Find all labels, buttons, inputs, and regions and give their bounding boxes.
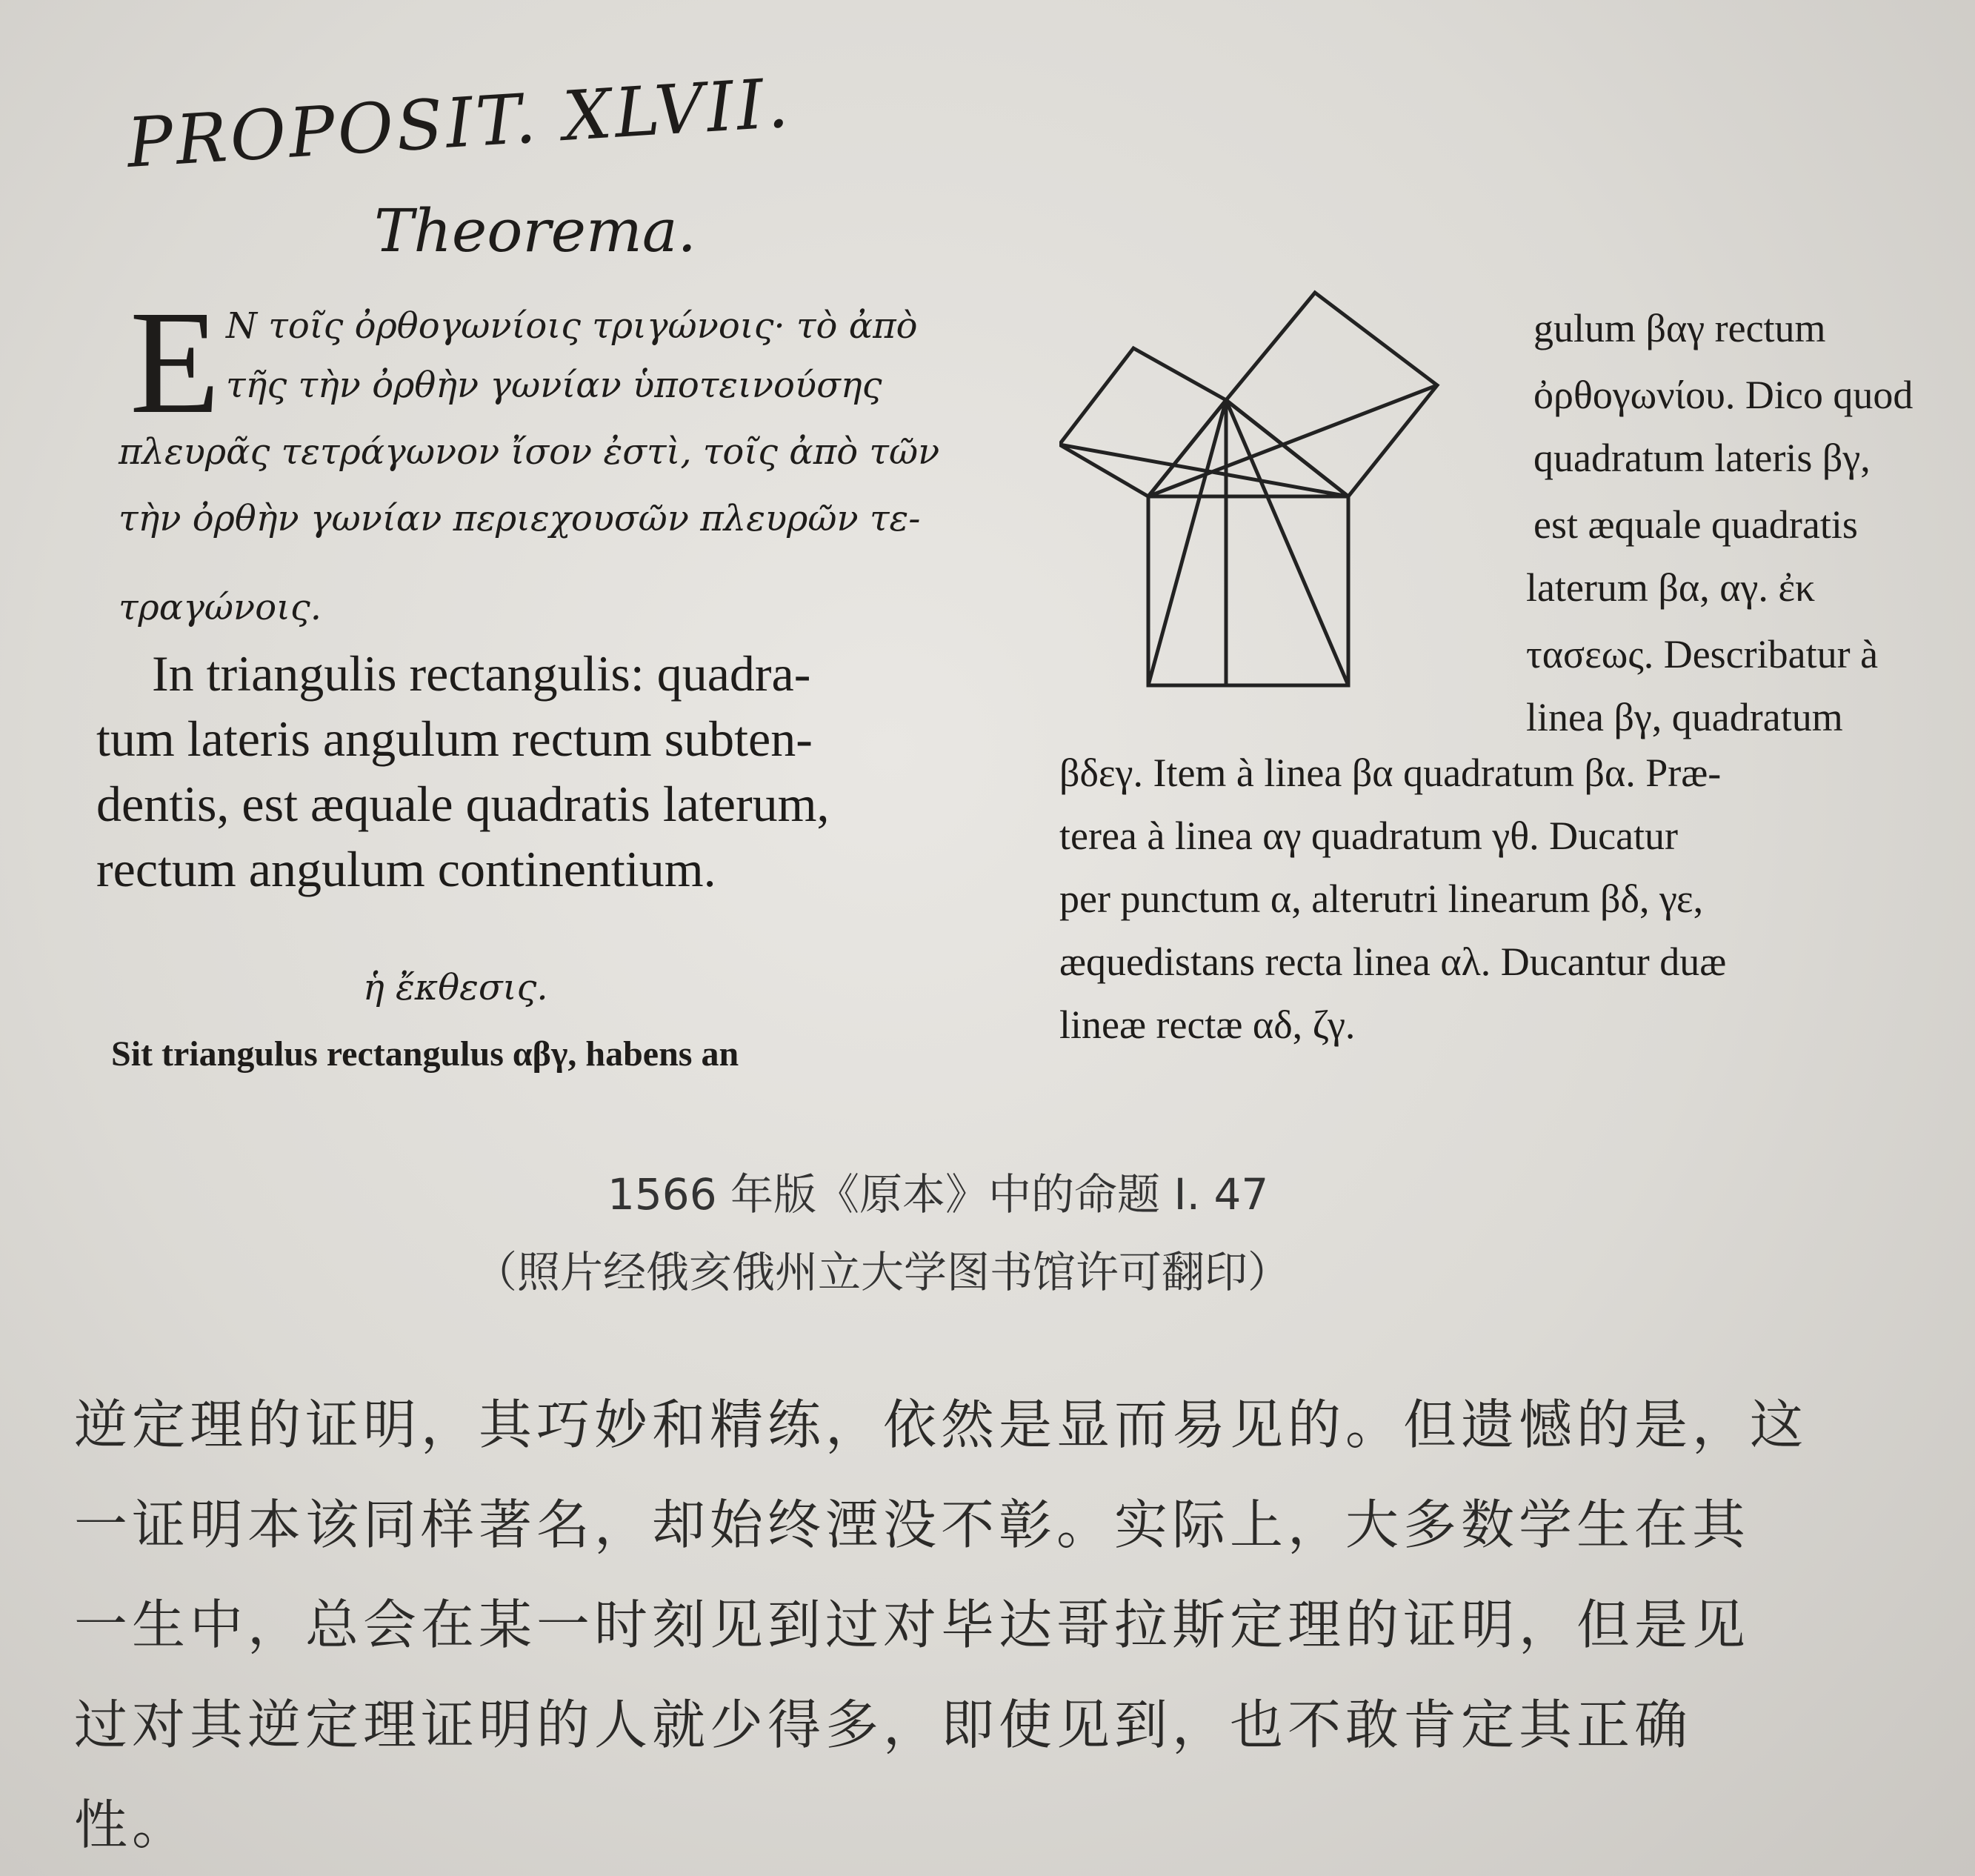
- latin-line: In triangulis rectangulis: quadra-: [152, 645, 811, 702]
- proposition-subtitle: Theorema.: [374, 196, 696, 265]
- body-line: 一证明本该同样著名，却始终湮没不彰。实际上，大多数学生在其: [74, 1494, 1751, 1556]
- right-line: æquedistans recta linea αλ. Ducantur duæ: [1059, 939, 1727, 984]
- greek-line: πλευρᾶς τετράγωνον ἴσον ἐστὶ, τοῖς ἀπὸ τῶν: [119, 431, 940, 473]
- pythagorean-figure: [1059, 289, 1474, 704]
- right-line: linea βγ, quadratum: [1526, 695, 1843, 739]
- right-line: quadratum lateris βγ,: [1533, 436, 1871, 480]
- body-line: 过对其逆定理证明的人就少得多，即使见到，也不敢肯定其正确: [74, 1694, 1693, 1756]
- right-line: laterum βα, αγ. ἐκ: [1526, 565, 1816, 610]
- greek-line: τῆς τὴν ὀρθὴν γωνίαν ὑποτεινούσης: [226, 365, 882, 406]
- right-line: τασεως. Describatur à: [1526, 632, 1879, 676]
- body-line: 性。: [74, 1794, 190, 1856]
- right-line: gulum βαγ rectum: [1533, 306, 1826, 350]
- latin-line: tum lateris angulum rectum subten-: [96, 711, 813, 767]
- right-line: est æquale quadratis: [1533, 502, 1858, 547]
- right-line: lineæ rectæ αδ, ζγ.: [1059, 1002, 1356, 1047]
- figure-caption: 1566 年版《原本》中的命题 I. 47: [607, 1169, 1269, 1220]
- proposition-title: PROPOSIT. XLVII.: [124, 63, 793, 184]
- ekthesis-heading: ἡ ἔκθεσις.: [363, 967, 548, 1008]
- latin-line: rectum angulum continentium.: [96, 841, 716, 897]
- right-line: terea à linea αγ quadratum γθ. Ducatur: [1059, 814, 1679, 858]
- body-line: 逆定理的证明，其巧妙和精练，依然是显而易见的。但遗憾的是，这: [74, 1394, 1808, 1456]
- greek-line: τραγώνοις.: [119, 587, 322, 628]
- right-line: per punctum α, alterutri linearum βδ, γε,: [1059, 877, 1704, 921]
- drop-cap: E: [130, 281, 221, 445]
- body-line: 一生中，总会在某一时刻见到过对毕达哥拉斯定理的证明，但是见: [74, 1594, 1751, 1656]
- sit-line: Sit triangulus rectangulus αβγ, habens an: [111, 1034, 739, 1074]
- latin-line: dentis, est æquale quadratis laterum,: [96, 776, 830, 832]
- latin-statement: [96, 641, 830, 902]
- greek-line: Ν τοῖς ὀρθογωνίοις τριγώνοις· τὸ ἀπὸ: [226, 305, 918, 347]
- greek-line: τὴν ὀρθὴν γωνίαν περιεχουσῶν πλευρῶν τε-: [119, 498, 921, 539]
- figure-caption-credit: （照片经俄亥俄州立大学图书馆许可翻印）: [474, 1247, 1291, 1297]
- right-line: ὀρθογωνίου. Dico quod: [1533, 373, 1914, 417]
- right-line: βδεγ. Item à linea βα quadratum βα. Præ-: [1059, 751, 1722, 795]
